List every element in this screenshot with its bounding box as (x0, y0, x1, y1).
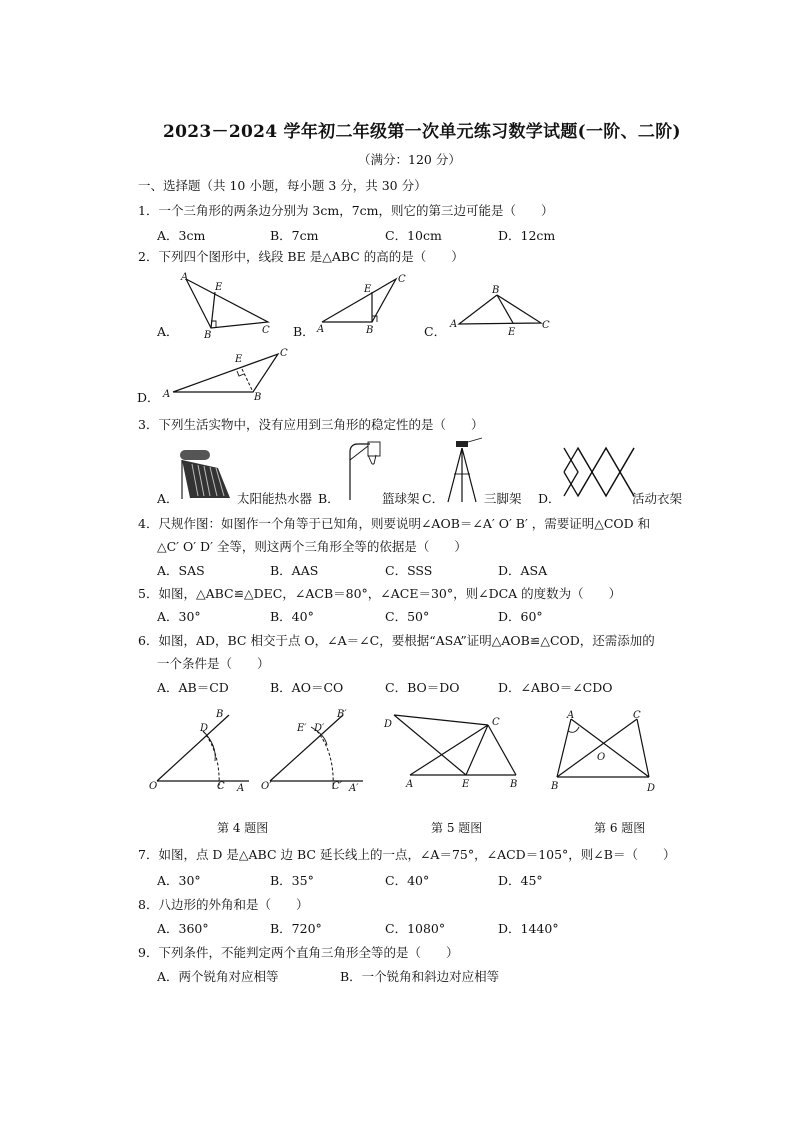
caption-figure-4: 第 4 题图 (217, 821, 269, 835)
label-c: C (492, 717, 500, 728)
label-o: O (149, 781, 158, 792)
label-c: C (280, 348, 288, 359)
caption-figure-6: 第 6 题图 (594, 821, 646, 835)
label-c: C (398, 274, 406, 285)
label-e: E (508, 327, 516, 338)
label-b: B (204, 330, 212, 341)
label-c: C (633, 710, 641, 721)
q2-figure-d (158, 342, 298, 402)
label-b: B (254, 392, 262, 403)
solar-water-heater-icon (172, 446, 242, 502)
q3-label-d: 活动衣架 (632, 491, 683, 506)
label-a: A (237, 783, 245, 794)
q2-figure-a (175, 270, 275, 341)
q3-label-c: 三脚架 (484, 491, 522, 506)
q1-option-d[interactable]: D．12cm (498, 228, 556, 243)
q5-option-a[interactable]: A．30° (157, 609, 201, 624)
q7-option-a[interactable]: A．30° (157, 873, 201, 888)
q2-option-c[interactable]: C． (424, 324, 447, 339)
q7-option-c[interactable]: C．40° (385, 873, 430, 888)
q5-option-b[interactable]: B．40° (270, 609, 314, 624)
page-title: 2023－2024 学年初二年级第一次单元练习数学试题(一阶、二阶) (163, 122, 681, 142)
question-1-stem: 1．一个三角形的两条边分别为 3cm，7cm，则它的第三边可能是（ ） (138, 203, 554, 218)
q5-option-d[interactable]: D．60° (498, 609, 543, 624)
q1-option-a[interactable]: A．3cm (157, 228, 206, 243)
label-b: B (366, 325, 374, 336)
question-2-stem: 2．下列四个图形中，线段 BE 是△ABC 的高的是（ ） (138, 249, 464, 264)
label-e: E (462, 779, 470, 790)
section-heading: 一、选择题（共 10 小题，每小题 3 分，共 30 分） (138, 178, 427, 193)
label-b: B (551, 781, 559, 792)
label-b: B (492, 285, 500, 296)
question-4-stem-line2: △C′ O′ D′ 全等，则这两个三角形全等的依据是（ ） (157, 539, 467, 554)
q1-option-b[interactable]: B．7cm (270, 228, 319, 243)
q2-option-b[interactable]: B． (293, 324, 315, 339)
label-a: A (317, 324, 325, 335)
label-b: B (510, 779, 518, 790)
question-8-stem: 8．八边形的外角和是（ ） (138, 897, 309, 912)
q5-option-c[interactable]: C．50° (385, 609, 430, 624)
q4-option-c[interactable]: C．SSS (385, 563, 433, 578)
label-a: A (406, 779, 414, 790)
q2-option-d[interactable]: D． (137, 390, 160, 405)
question-3-stem: 3．下列生活实物中，没有应用到三角形的稳定性的是（ ） (138, 417, 484, 432)
q1-option-c[interactable]: C．10cm (385, 228, 442, 243)
label-a: A (163, 389, 171, 400)
q4-option-d[interactable]: D．ASA (498, 563, 548, 578)
q3-option-d[interactable]: D． (538, 491, 561, 506)
q8-option-b[interactable]: B．720° (270, 921, 322, 936)
label-d: D (200, 723, 209, 734)
q7-option-b[interactable]: B．35° (270, 873, 314, 888)
q3-label-a: 太阳能热水器 (237, 491, 313, 506)
q8-option-d[interactable]: D．1440° (498, 921, 559, 936)
label-d-prime: D′ (314, 723, 325, 734)
q8-option-a[interactable]: A．360° (157, 921, 209, 936)
q4-option-b[interactable]: B．AAS (270, 563, 319, 578)
q2-option-a[interactable]: A． (157, 324, 179, 339)
label-e: E (215, 282, 223, 293)
q2-figure-c (445, 283, 555, 338)
label-e: E (364, 284, 372, 295)
label-c-prime: C′ (332, 781, 342, 792)
basketball-hoop-icon (340, 440, 385, 502)
folding-rack-icon (560, 444, 640, 500)
label-e: E (235, 354, 243, 365)
label-a: A (567, 710, 575, 721)
question-5-stem: 5．如图，△ABC≌△DEC，∠ACB＝80°，∠ACE＝30°，则∠DCA 的度数为（ ） (138, 586, 622, 601)
label-d: D (647, 783, 656, 794)
caption-figure-5: 第 5 题图 (431, 821, 483, 835)
figure-4b (261, 705, 375, 795)
q6-option-b[interactable]: B．AO＝CO (270, 680, 344, 695)
label-a: A (450, 319, 458, 330)
label-b-prime: B′ (337, 709, 347, 720)
q3-option-b[interactable]: B． (318, 491, 340, 506)
question-6-stem-line2: 一个条件是（ ） (157, 656, 270, 671)
tripod-icon (442, 438, 487, 506)
label-c: C (542, 320, 550, 331)
q6-option-d[interactable]: D．∠ABO＝∠CDO (498, 680, 613, 695)
q9-option-a[interactable]: A．两个锐角对应相等 (157, 969, 279, 984)
page-subtitle: （满分：120 分） (358, 152, 461, 167)
label-d: D (384, 719, 393, 730)
q3-option-a[interactable]: A． (157, 491, 179, 506)
label-b: B (216, 709, 224, 720)
q6-option-a[interactable]: A．AB＝CD (157, 680, 229, 695)
label-o: O (597, 752, 606, 763)
label-c: C (217, 781, 225, 792)
question-6-stem-line1: 6．如图，AD，BC 相交于点 O，∠A＝∠C，要根据“ASA”证明△AOB≌△COD，还需添加的 (138, 633, 655, 648)
label-a: A (181, 272, 189, 283)
question-9-stem: 9．下列条件，不能判定两个直角三角形全等的是（ ） (138, 945, 459, 960)
q4-option-a[interactable]: A．SAS (157, 563, 205, 578)
q3-label-b: 篮球架 (382, 491, 420, 506)
figure-4a (145, 705, 255, 795)
question-4-stem-line1: 4．尺规作图：如图作一个角等于已知角，则要说明∠AOB＝∠A′ O′ B′ ，需要证明△COD 和 (138, 516, 651, 531)
question-7-stem: 7．如图，点 D 是△ABC 边 BC 延长线上的一点，∠A＝75°，∠ACD＝105°，则∠B＝（ ） (138, 847, 676, 862)
label-c: C (262, 325, 270, 336)
q9-option-b[interactable]: B．一个锐角和斜边对应相等 (340, 969, 500, 984)
figure-6 (545, 705, 665, 800)
q6-option-c[interactable]: C．BO＝DO (385, 680, 460, 695)
q3-option-c[interactable]: C． (422, 491, 445, 506)
q7-option-d[interactable]: D．45° (498, 873, 543, 888)
label-a-prime: A′ (349, 783, 359, 794)
figure-5 (380, 705, 525, 795)
label-o-prime: O′ (261, 781, 272, 792)
label-e-prime: E′ (297, 723, 307, 734)
q8-option-c[interactable]: C．1080° (385, 921, 446, 936)
q2-figure-b (312, 270, 412, 335)
